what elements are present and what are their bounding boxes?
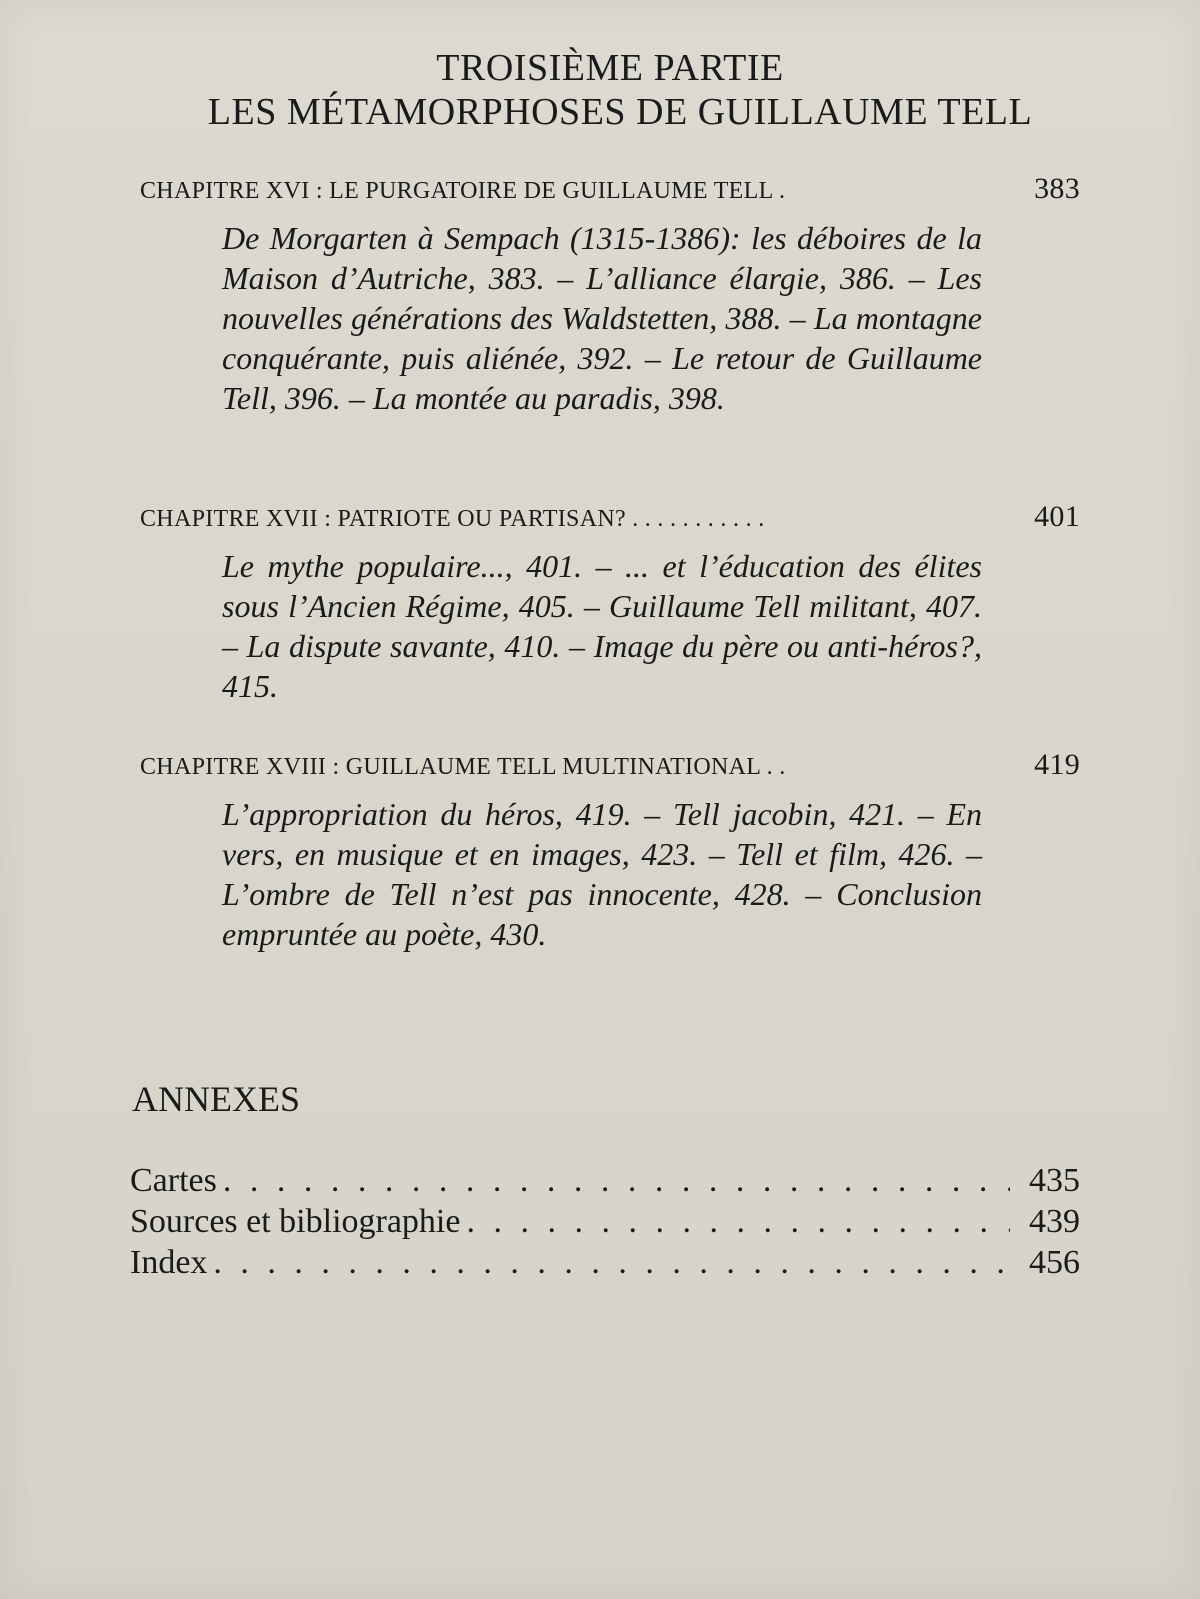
- annexes-heading: ANNEXES: [132, 1079, 300, 1119]
- annex-list: [130, 1160, 1080, 1283]
- chapter-summary: L’appropriation du héros, 419. – Tell jacobin, 421. – En vers, en musique et en images, 423. – Tell et film, 426. – L’ombre de Tell n’est pas innocente, 428. – Conclusion empruntée au poète, 430.: [222, 796, 982, 952]
- part-label: TROISIÈME PARTIE: [436, 47, 784, 89]
- chapter-entry: [140, 748, 1080, 954]
- chapter-page-number: 419: [1034, 748, 1080, 781]
- annex-entry: [130, 1160, 1080, 1201]
- chapter-summary: De Morgarten à Sempach (1315-1386): les déboires de la Maison d’Autriche, 383. – L’alliance élargie, 386. – Les nouvelles générations des Waldstetten, 388. – La montagne conquérante, puis aliénée, 392. – Le retour de Guillaume Tell, 396. – La montée au paradis, 398.: [222, 220, 982, 416]
- chapter-title: CHAPITRE XVIII : GUILLAUME TELL MULTINATIONAL . .: [140, 754, 786, 780]
- annex-entry: [130, 1242, 1080, 1283]
- annex-label: Cartes: [130, 1162, 217, 1199]
- chapter-entry: [140, 500, 1080, 706]
- dot-leader: [207, 1242, 1010, 1283]
- chapter-title: CHAPITRE XVII : PATRIOTE OU PARTISAN? . . . . . . . . . . .: [140, 506, 765, 532]
- annex-entry: [130, 1201, 1080, 1242]
- annex-page-number: 439: [1029, 1203, 1080, 1240]
- chapter-entry: [140, 172, 1080, 418]
- chapter-heading: [140, 748, 1080, 782]
- part-title: LES MÉTAMORPHOSES DE GUILLAUME TELL: [207, 91, 1033, 133]
- chapter-heading: [140, 500, 1080, 534]
- annex-label: Index: [130, 1244, 208, 1281]
- chapter-page-number: 383: [1034, 172, 1080, 205]
- chapter-heading: [140, 172, 1080, 206]
- annex-page-number: 435: [1029, 1162, 1080, 1199]
- chapter-summary: Le mythe populaire..., 401. – ... et l’éducation des élites sous l’Ancien Régime, 405. – Guillaume Tell militant, 407. – La dispute savante, 410. – Image du père ou anti-héros?, 415.: [222, 548, 982, 704]
- dot-leader: [460, 1201, 1010, 1242]
- dot-leader: [217, 1160, 1010, 1201]
- chapter-title: CHAPITRE XVI : LE PURGATOIRE DE GUILLAUME TELL .: [140, 178, 786, 204]
- annex-page-number: 456: [1029, 1244, 1080, 1281]
- chapter-page-number: 401: [1034, 500, 1080, 533]
- annex-label: Sources et bibliographie: [130, 1203, 461, 1240]
